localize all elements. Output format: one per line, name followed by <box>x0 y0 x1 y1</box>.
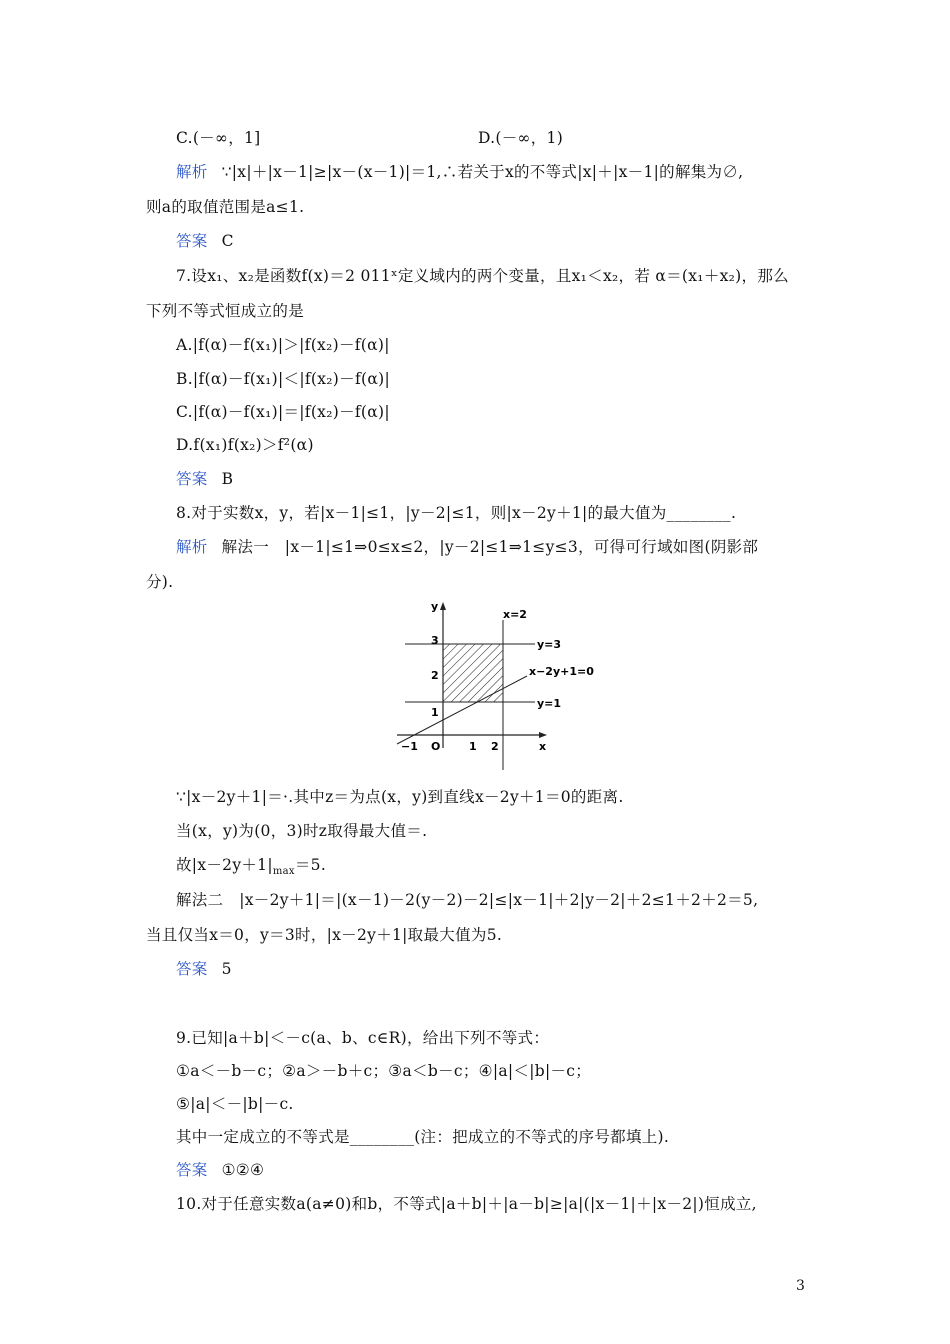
label-x2: x=2 <box>503 608 527 621</box>
q8-line-3-main: 故|x－2y＋1| <box>176 856 273 874</box>
q7-answer-value: B <box>221 470 234 488</box>
q6-analysis-text-2: 则a的取值范围是a≤1. <box>146 198 305 216</box>
tick-y3: 3 <box>431 634 439 647</box>
q8-analysis <box>176 537 758 557</box>
page-number: 3 <box>796 1278 805 1294</box>
q8-line-3 <box>176 855 326 882</box>
feasible-region-diagram <box>385 598 605 773</box>
q6-analysis <box>176 162 743 182</box>
q6-answer <box>176 231 234 251</box>
q8-line-3-end: ＝5. <box>294 856 327 874</box>
q6-analysis-text-1: ∵|x|＋|x－1|≥|x－(x－1)|＝1,∴若关于x的不等式|x|＋|x－1|的解集为∅, <box>221 163 744 181</box>
q9-question: 其中一定成立的不等式是________(注：把成立的不等式的序号都填上). <box>176 1128 670 1146</box>
axis-label-x: x <box>539 740 547 753</box>
analysis-label: 解析 <box>176 163 208 181</box>
origin-label: O <box>431 740 441 753</box>
q8-line-2: 当(x，y)为(0，3)时z取得最大值＝. <box>176 822 428 840</box>
q8-method2-1: 解法二 |x－2y＋1|＝|(x－1)－2(y－2)－2|≤|x－1|＋2|y－2|＋2≤1＋2＋2＝5, <box>176 891 759 909</box>
answer-label: 答案 <box>176 960 208 978</box>
q9-items-1: ①a＜－b－c；②a＞－b＋c；③a＜b－c；④|a|＜|b|－c； <box>176 1062 592 1080</box>
q7-option-c: C.|f(α)－f(x₁)|＝|f(x₂)－f(α)| <box>176 403 390 421</box>
axis-label-y: y <box>431 600 439 613</box>
q6-answer-value: C <box>221 232 234 250</box>
tick-x2: 2 <box>491 740 499 753</box>
answer-label: 答案 <box>176 470 208 488</box>
q7-option-d: D.f(x₁)f(x₂)＞f²(α) <box>176 436 314 454</box>
q6-option-d: D.(－∞，1) <box>478 129 564 147</box>
x-axis-arrow <box>539 732 547 738</box>
q8-analysis-text-2: 分). <box>146 573 174 591</box>
q7-stem-2: 下列不等式恒成立的是 <box>146 302 305 320</box>
q8-answer-value: 5 <box>221 960 232 978</box>
q10-stem: 10.对于任意实数a(a≠0)和b，不等式|a＋b|＋|a－b|≥|a|(|x－1|＋|x－2|)恒成立, <box>176 1195 757 1213</box>
tick-y2: 2 <box>431 669 439 682</box>
q8-line-1: ∵|x－2y＋1|＝·.其中z＝为点(x，y)到直线x－2y＋1＝0的距离. <box>176 788 624 806</box>
q8-line-3-sub: max <box>272 866 295 878</box>
q9-answer-value: ①②④ <box>221 1161 265 1179</box>
label-y3: y=3 <box>537 638 562 651</box>
answer-label: 答案 <box>176 1161 208 1179</box>
q8-method2-2: 当且仅当x＝0，y＝3时，|x－2y＋1|取最大值为5. <box>146 926 503 944</box>
tick-y1: 1 <box>431 706 439 719</box>
answer-label: 答案 <box>176 232 208 250</box>
q7-answer <box>176 469 233 489</box>
analysis-label: 解析 <box>176 538 208 556</box>
q8-answer <box>176 959 232 979</box>
q7-stem-1: 7.设x₁、x₂是函数f(x)＝2 011ˣ定义域内的两个变量，且x₁＜x₂，若 α＝(x₁＋x₂)，那么 <box>176 267 789 285</box>
q8-analysis-text-1: 解法一 |x－1|≤1⇒0≤x≤2，|y－2|≤1⇒1≤y≤3，可得可行域如图(阴影部 <box>221 538 759 556</box>
q8-stem: 8.对于实数x，y，若|x－1|≤1，|y－2|≤1，则|x－2y＋1|的最大值为________. <box>176 504 737 522</box>
tick-x1: 1 <box>469 740 477 753</box>
q9-answer <box>176 1160 264 1180</box>
q9-items-2: ⑤|a|＜－|b|－c. <box>176 1095 294 1113</box>
tick-x-minus1: −1 <box>401 740 418 753</box>
label-y1: y=1 <box>537 697 562 710</box>
q6-option-c: C.(－∞，1] <box>176 129 261 147</box>
q7-option-a: A.|f(α)－f(x₁)|＞|f(x₂)－f(α)| <box>176 336 390 354</box>
label-line: x−2y+1=0 <box>529 665 594 678</box>
q9-stem: 9.已知|a＋b|＜－c(a、b、c∈R)，给出下列不等式： <box>176 1029 550 1047</box>
q7-option-b: B.|f(α)－f(x₁)|＜|f(x₂)－f(α)| <box>176 370 390 388</box>
y-axis-arrow <box>440 602 446 610</box>
